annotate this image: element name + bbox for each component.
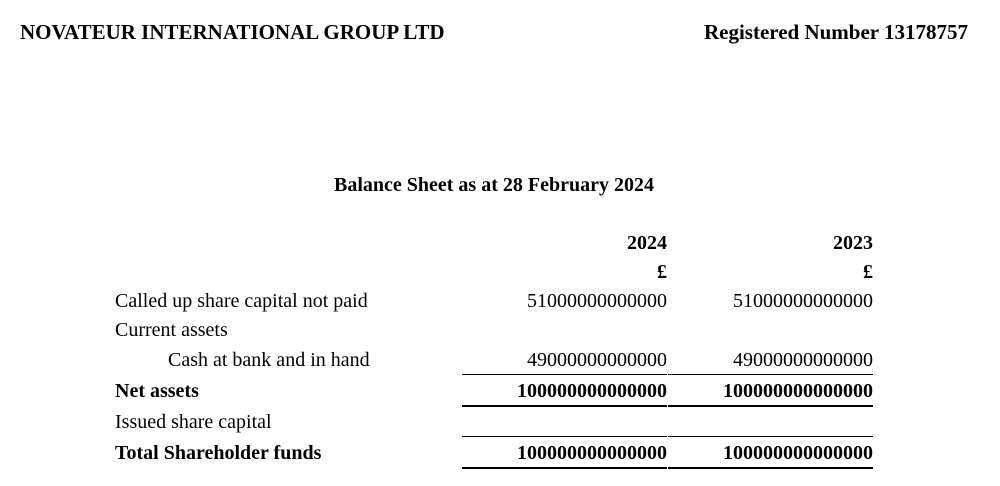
subtotal-rule-2023	[668, 374, 873, 375]
total-rule-2024	[462, 467, 667, 469]
row-cash-at-bank	[0, 345, 1000, 375]
currency-2023-header: £	[863, 261, 873, 283]
subtotal-rule-2023	[668, 436, 873, 437]
value-2023: 100000000000000	[723, 442, 873, 464]
row-label: Cash at bank and in hand	[168, 349, 370, 371]
row-net-assets	[0, 376, 1000, 406]
row-label: Called up share capital not paid	[115, 290, 368, 312]
currency-2024-header: £	[657, 261, 667, 283]
balance-sheet-title: Balance Sheet as at 28 February 2024	[334, 174, 654, 196]
subtotal-rule-2024	[462, 374, 667, 375]
value-2023: 51000000000000	[733, 290, 873, 312]
total-rule-2023	[668, 467, 873, 469]
value-2024: 100000000000000	[517, 442, 667, 464]
column-year-header	[0, 228, 1000, 258]
value-2024: 49000000000000	[527, 349, 667, 371]
year-2024-header: 2024	[627, 232, 667, 254]
company-name: NOVATEUR INTERNATIONAL GROUP LTD	[20, 20, 445, 44]
value-2023: 100000000000000	[723, 380, 873, 402]
row-label: Total Shareholder funds	[115, 442, 322, 464]
row-label: Net assets	[115, 380, 199, 402]
registered-number: Registered Number 13178757	[703, 20, 968, 44]
value-2023: 49000000000000	[733, 349, 873, 371]
row-called-up-share-capital	[0, 286, 1000, 316]
value-2024: 51000000000000	[527, 290, 667, 312]
row-current-assets	[0, 315, 1000, 345]
column-currency-header	[0, 257, 1000, 287]
row-label: Issued share capital	[115, 411, 272, 433]
subtotal-rule-2024	[462, 436, 667, 437]
year-2023-header: 2023	[833, 232, 873, 254]
value-2024: 100000000000000	[517, 380, 667, 402]
row-label: Current assets	[115, 319, 228, 341]
row-issued-share-capital	[0, 407, 1000, 437]
row-total-shareholder-funds	[0, 438, 1000, 468]
